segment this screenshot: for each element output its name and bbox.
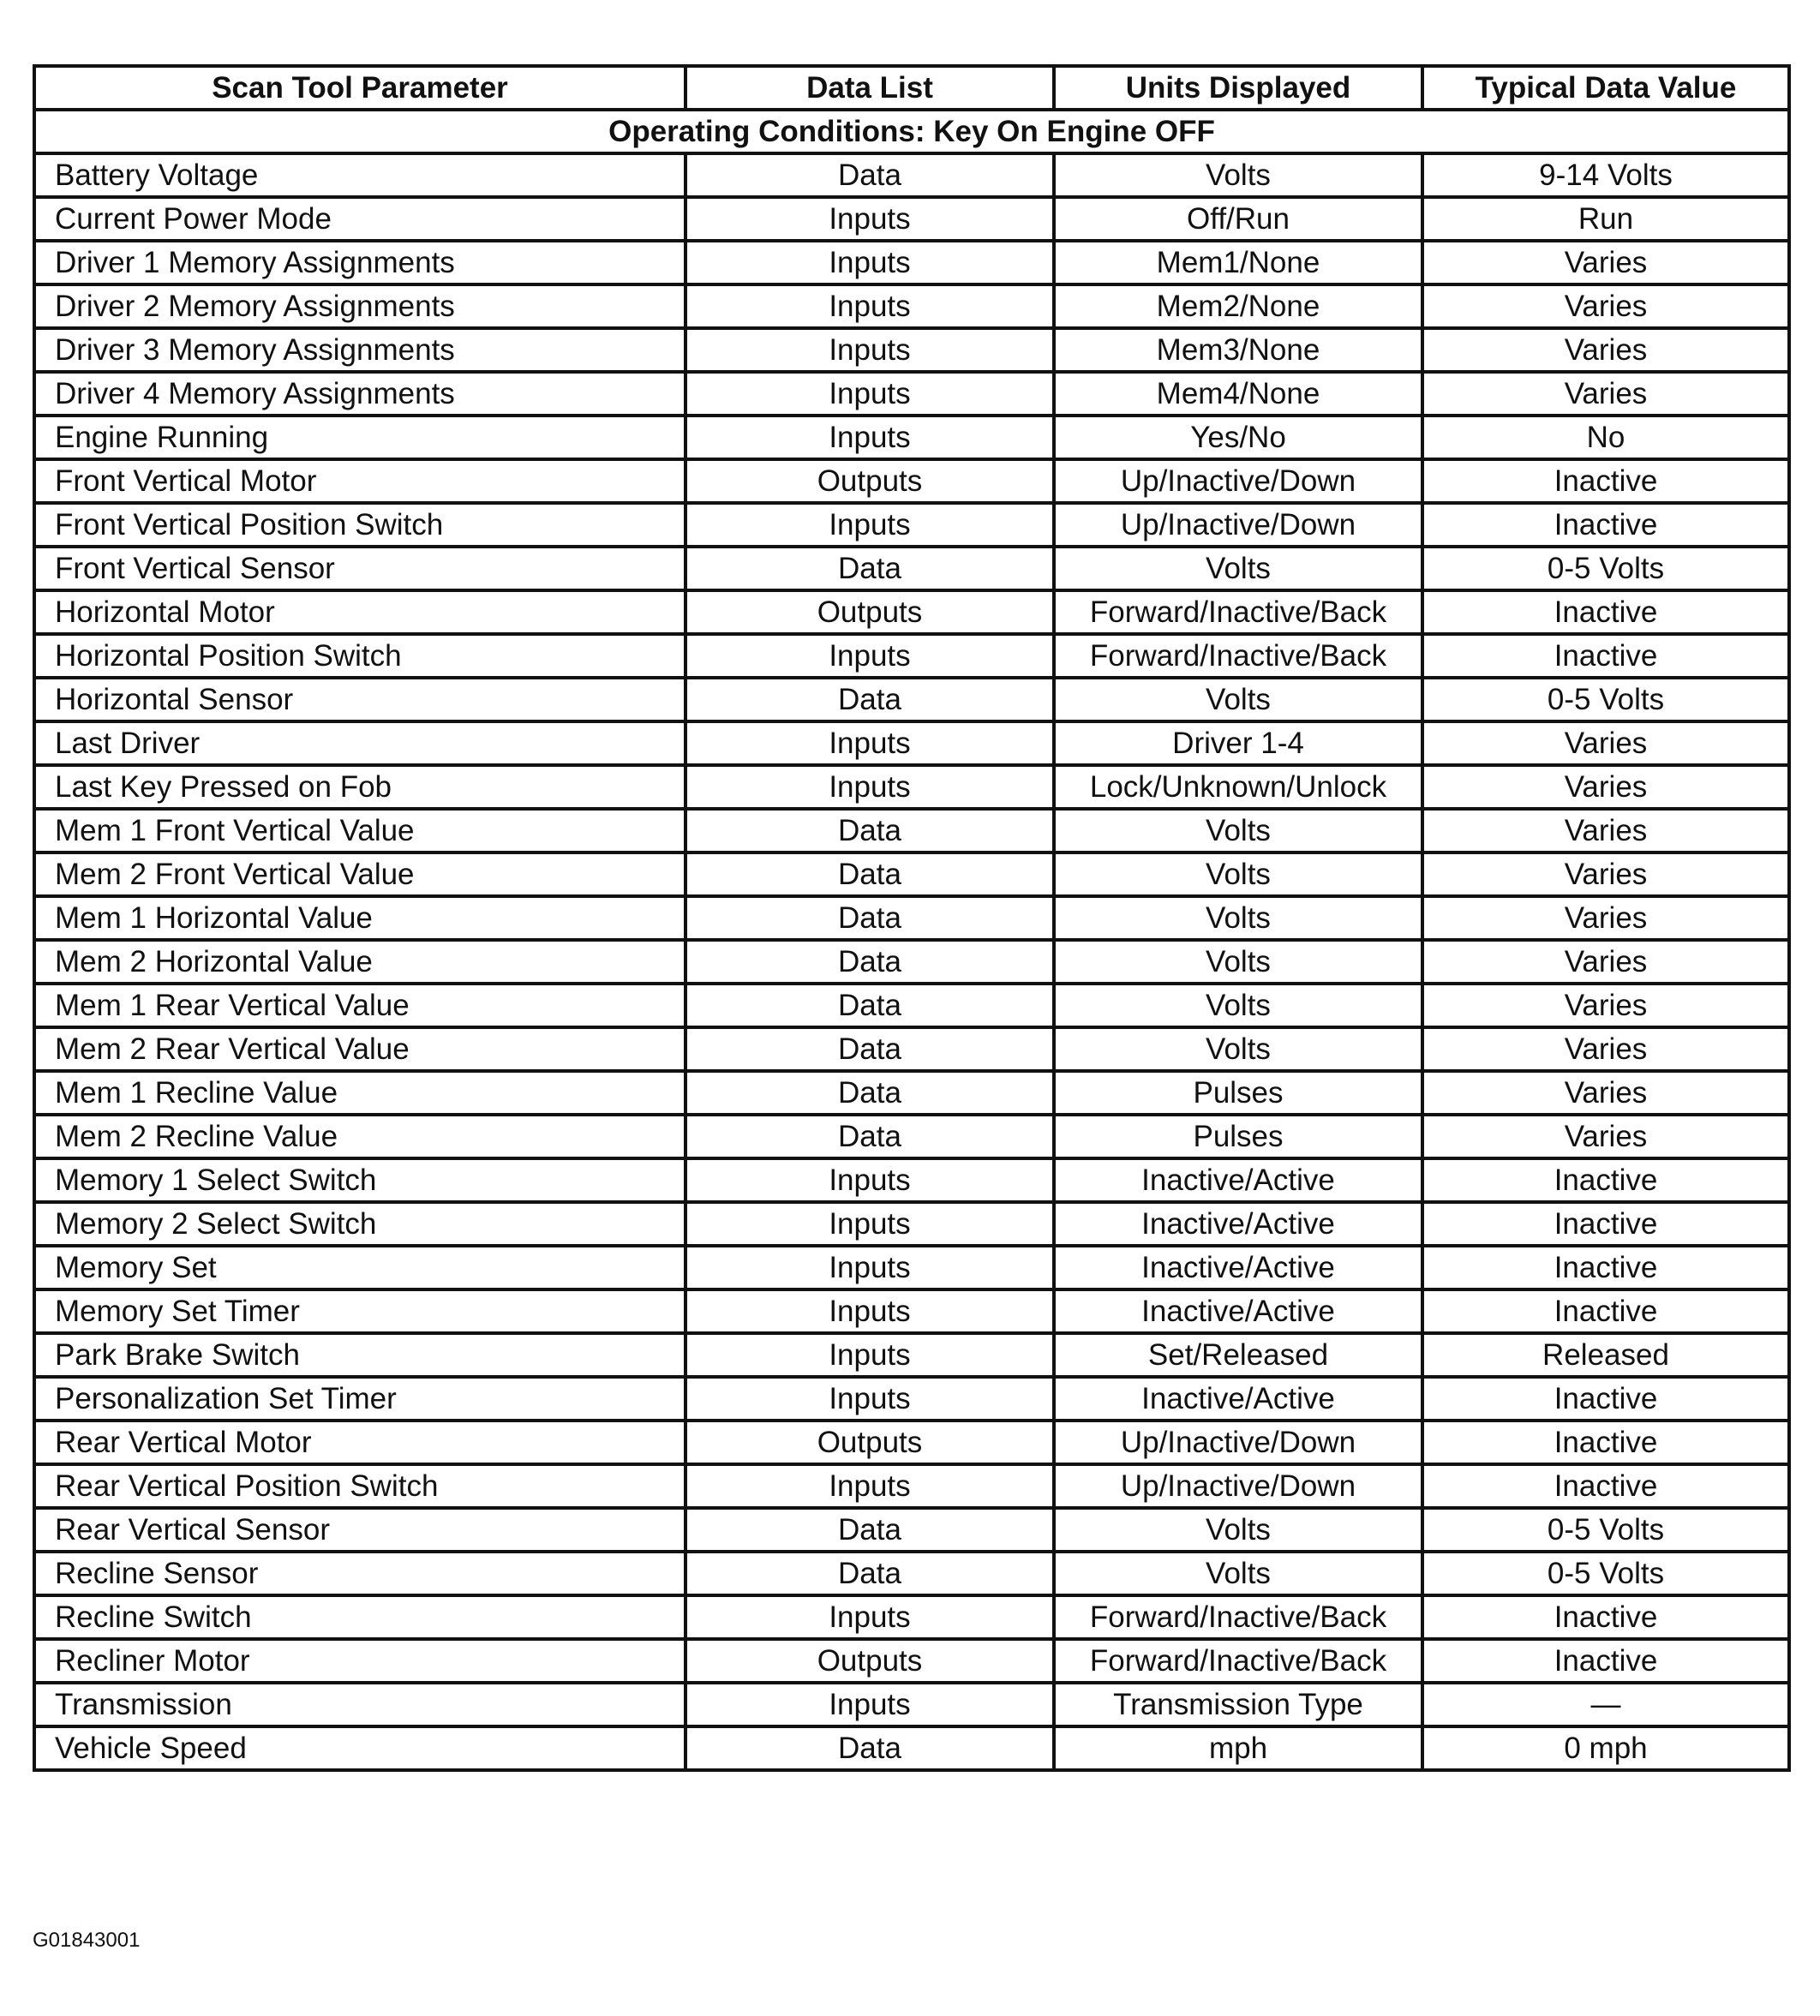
units-cell: Inactive/Active	[1054, 1377, 1422, 1421]
param-cell: Horizontal Position Switch	[34, 634, 685, 678]
table-row	[34, 284, 1789, 328]
data-list-cell: Data	[685, 153, 1054, 197]
table-row	[34, 721, 1789, 765]
table-row	[34, 765, 1789, 809]
param-cell: Rear Vertical Sensor	[34, 1508, 685, 1552]
param-cell: Mem 2 Horizontal Value	[34, 940, 685, 984]
typical-value-cell: Varies	[1422, 1071, 1789, 1115]
param-cell: Front Vertical Sensor	[34, 547, 685, 590]
units-cell: Up/Inactive/Down	[1054, 503, 1422, 547]
units-cell: Volts	[1054, 1552, 1422, 1595]
table-row	[34, 1071, 1789, 1115]
typical-value-cell: 0 mph	[1422, 1726, 1789, 1770]
param-cell: Horizontal Sensor	[34, 678, 685, 721]
typical-value-cell: 0-5 Volts	[1422, 1508, 1789, 1552]
typical-value-cell: Varies	[1422, 1115, 1789, 1158]
table-row	[34, 940, 1789, 984]
typical-value-cell: 9-14 Volts	[1422, 153, 1789, 197]
typical-value-cell: Varies	[1422, 328, 1789, 372]
units-cell: Driver 1-4	[1054, 721, 1422, 765]
table-row	[34, 547, 1789, 590]
units-cell: Volts	[1054, 1508, 1422, 1552]
typical-value-cell: 0-5 Volts	[1422, 1552, 1789, 1595]
typical-value-cell: No	[1422, 416, 1789, 459]
typical-value-cell: Released	[1422, 1333, 1789, 1377]
typical-value-cell: Inactive	[1422, 1639, 1789, 1683]
data-list-cell: Inputs	[685, 197, 1054, 241]
units-cell: Inactive/Active	[1054, 1158, 1422, 1202]
units-cell: Inactive/Active	[1054, 1246, 1422, 1289]
param-cell: Recline Sensor	[34, 1552, 685, 1595]
param-cell: Mem 1 Horizontal Value	[34, 896, 685, 940]
table-row	[34, 1683, 1789, 1726]
units-cell: Inactive/Active	[1054, 1289, 1422, 1333]
table-row	[34, 1289, 1789, 1333]
data-list-cell: Inputs	[685, 1202, 1054, 1246]
section-title: Operating Conditions: Key On Engine OFF	[34, 110, 1789, 153]
table-header-row	[34, 66, 1789, 110]
param-cell: Engine Running	[34, 416, 685, 459]
table-row	[34, 1421, 1789, 1464]
data-list-cell: Outputs	[685, 590, 1054, 634]
data-list-cell: Outputs	[685, 459, 1054, 503]
typical-value-cell: Inactive	[1422, 1421, 1789, 1464]
data-list-cell: Data	[685, 1115, 1054, 1158]
data-list-cell: Inputs	[685, 1246, 1054, 1289]
param-cell: Memory Set	[34, 1246, 685, 1289]
param-cell: Last Key Pressed on Fob	[34, 765, 685, 809]
table-row	[34, 1377, 1789, 1421]
param-cell: Front Vertical Motor	[34, 459, 685, 503]
units-cell: Up/Inactive/Down	[1054, 459, 1422, 503]
table-row	[34, 678, 1789, 721]
param-cell: Current Power Mode	[34, 197, 685, 241]
typical-value-cell: Inactive	[1422, 1464, 1789, 1508]
table-row	[34, 1158, 1789, 1202]
param-cell: Memory Set Timer	[34, 1289, 685, 1333]
param-cell: Mem 1 Front Vertical Value	[34, 809, 685, 852]
typical-value-cell: Varies	[1422, 1027, 1789, 1071]
data-list-cell: Data	[685, 1071, 1054, 1115]
table-row	[34, 416, 1789, 459]
typical-value-cell: Inactive	[1422, 634, 1789, 678]
typical-value-cell: Varies	[1422, 940, 1789, 984]
units-cell: Transmission Type	[1054, 1683, 1422, 1726]
typical-value-cell: Inactive	[1422, 1377, 1789, 1421]
typical-value-cell: Varies	[1422, 852, 1789, 896]
param-cell: Last Driver	[34, 721, 685, 765]
data-list-cell: Inputs	[685, 1683, 1054, 1726]
param-cell: Personalization Set Timer	[34, 1377, 685, 1421]
data-list-cell: Inputs	[685, 416, 1054, 459]
units-cell: Mem3/None	[1054, 328, 1422, 372]
table-row	[34, 1333, 1789, 1377]
typical-value-cell: 0-5 Volts	[1422, 678, 1789, 721]
data-list-cell: Inputs	[685, 1464, 1054, 1508]
data-list-cell: Inputs	[685, 284, 1054, 328]
table-row	[34, 1726, 1789, 1770]
data-list-cell: Inputs	[685, 1595, 1054, 1639]
units-cell: Mem1/None	[1054, 241, 1422, 284]
typical-value-cell: Varies	[1422, 284, 1789, 328]
typical-value-cell: Varies	[1422, 809, 1789, 852]
param-cell: Driver 4 Memory Assignments	[34, 372, 685, 416]
units-cell: Up/Inactive/Down	[1054, 1464, 1422, 1508]
data-list-cell: Inputs	[685, 1158, 1054, 1202]
typical-value-cell: Inactive	[1422, 1289, 1789, 1333]
table-row	[34, 1464, 1789, 1508]
param-cell: Mem 1 Recline Value	[34, 1071, 685, 1115]
param-cell: Rear Vertical Motor	[34, 1421, 685, 1464]
data-list-cell: Inputs	[685, 1377, 1054, 1421]
data-list-cell: Data	[685, 678, 1054, 721]
table-row	[34, 1639, 1789, 1683]
data-list-cell: Data	[685, 940, 1054, 984]
typical-value-cell: Inactive	[1422, 459, 1789, 503]
typical-value-cell: Varies	[1422, 896, 1789, 940]
typical-value-cell: Varies	[1422, 241, 1789, 284]
data-list-cell: Data	[685, 852, 1054, 896]
data-list-cell: Data	[685, 1508, 1054, 1552]
data-list-cell: Inputs	[685, 241, 1054, 284]
table-row	[34, 896, 1789, 940]
table-row	[34, 1202, 1789, 1246]
param-cell: Recline Switch	[34, 1595, 685, 1639]
typical-value-cell: Inactive	[1422, 503, 1789, 547]
param-cell: Horizontal Motor	[34, 590, 685, 634]
typical-value-cell: Inactive	[1422, 1595, 1789, 1639]
table-row	[34, 241, 1789, 284]
table-row	[34, 1027, 1789, 1071]
units-cell: Volts	[1054, 1027, 1422, 1071]
param-cell: Front Vertical Position Switch	[34, 503, 685, 547]
header-scan-tool-parameter: Scan Tool Parameter	[34, 66, 685, 110]
units-cell: Lock/Unknown/Unlock	[1054, 765, 1422, 809]
typical-value-cell: Varies	[1422, 765, 1789, 809]
typical-value-cell: —	[1422, 1683, 1789, 1726]
units-cell: Set/Released	[1054, 1333, 1422, 1377]
typical-value-cell: Run	[1422, 197, 1789, 241]
units-cell: Volts	[1054, 547, 1422, 590]
param-cell: Recliner Motor	[34, 1639, 685, 1683]
data-list-cell: Inputs	[685, 634, 1054, 678]
units-cell: Up/Inactive/Down	[1054, 1421, 1422, 1464]
typical-value-cell: 0-5 Volts	[1422, 547, 1789, 590]
param-cell: Transmission	[34, 1683, 685, 1726]
table-row	[34, 503, 1789, 547]
units-cell: Pulses	[1054, 1071, 1422, 1115]
table-row	[34, 197, 1789, 241]
data-list-cell: Data	[685, 984, 1054, 1027]
param-cell: Driver 2 Memory Assignments	[34, 284, 685, 328]
param-cell: Vehicle Speed	[34, 1726, 685, 1770]
param-cell: Rear Vertical Position Switch	[34, 1464, 685, 1508]
units-cell: Yes/No	[1054, 416, 1422, 459]
typical-value-cell: Varies	[1422, 372, 1789, 416]
header-data-list: Data List	[685, 66, 1054, 110]
typical-value-cell: Inactive	[1422, 1246, 1789, 1289]
data-list-cell: Data	[685, 896, 1054, 940]
typical-value-cell: Inactive	[1422, 1158, 1789, 1202]
table-row	[34, 634, 1789, 678]
units-cell: Volts	[1054, 809, 1422, 852]
data-list-cell: Inputs	[685, 765, 1054, 809]
param-cell: Park Brake Switch	[34, 1333, 685, 1377]
units-cell: Volts	[1054, 153, 1422, 197]
param-cell: Memory 2 Select Switch	[34, 1202, 685, 1246]
table-body	[34, 110, 1789, 1770]
units-cell: Forward/Inactive/Back	[1054, 634, 1422, 678]
table-row	[34, 1115, 1789, 1158]
param-cell: Mem 2 Front Vertical Value	[34, 852, 685, 896]
header-typical-data-value: Typical Data Value	[1422, 66, 1789, 110]
header-units-displayed: Units Displayed	[1054, 66, 1422, 110]
units-cell: Inactive/Active	[1054, 1202, 1422, 1246]
table-row	[34, 153, 1789, 197]
table-row	[34, 1552, 1789, 1595]
table-row	[34, 1508, 1789, 1552]
units-cell: Volts	[1054, 896, 1422, 940]
table-row	[34, 1246, 1789, 1289]
typical-value-cell: Varies	[1422, 984, 1789, 1027]
param-cell: Mem 1 Rear Vertical Value	[34, 984, 685, 1027]
data-list-cell: Data	[685, 809, 1054, 852]
units-cell: Volts	[1054, 940, 1422, 984]
data-list-cell: Inputs	[685, 721, 1054, 765]
data-list-cell: Data	[685, 1552, 1054, 1595]
units-cell: mph	[1054, 1726, 1422, 1770]
table-row	[34, 372, 1789, 416]
data-list-cell: Outputs	[685, 1639, 1054, 1683]
param-cell: Mem 2 Rear Vertical Value	[34, 1027, 685, 1071]
units-cell: Off/Run	[1054, 197, 1422, 241]
param-cell: Battery Voltage	[34, 153, 685, 197]
table-row	[34, 984, 1789, 1027]
units-cell: Volts	[1054, 984, 1422, 1027]
units-cell: Volts	[1054, 678, 1422, 721]
data-list-cell: Inputs	[685, 372, 1054, 416]
section-row	[34, 110, 1789, 153]
units-cell: Pulses	[1054, 1115, 1422, 1158]
units-cell: Forward/Inactive/Back	[1054, 1595, 1422, 1639]
units-cell: Forward/Inactive/Back	[1054, 590, 1422, 634]
units-cell: Forward/Inactive/Back	[1054, 1639, 1422, 1683]
table-row	[34, 809, 1789, 852]
units-cell: Mem2/None	[1054, 284, 1422, 328]
param-cell: Memory 1 Select Switch	[34, 1158, 685, 1202]
typical-value-cell: Varies	[1422, 721, 1789, 765]
data-list-cell: Data	[685, 1726, 1054, 1770]
figure-id: G01843001	[33, 1929, 141, 1952]
typical-value-cell: Inactive	[1422, 1202, 1789, 1246]
table-row	[34, 459, 1789, 503]
data-list-cell: Inputs	[685, 328, 1054, 372]
param-cell: Mem 2 Recline Value	[34, 1115, 685, 1158]
table-row	[34, 852, 1789, 896]
units-cell: Volts	[1054, 852, 1422, 896]
table-row	[34, 590, 1789, 634]
units-cell: Mem4/None	[1054, 372, 1422, 416]
param-cell: Driver 1 Memory Assignments	[34, 241, 685, 284]
typical-value-cell: Inactive	[1422, 590, 1789, 634]
table-row	[34, 328, 1789, 372]
scan-tool-data-table	[33, 64, 1791, 1772]
data-list-cell: Inputs	[685, 1333, 1054, 1377]
table-row	[34, 1595, 1789, 1639]
data-list-cell: Inputs	[685, 1289, 1054, 1333]
data-list-cell: Data	[685, 1027, 1054, 1071]
data-list-cell: Inputs	[685, 503, 1054, 547]
param-cell: Driver 3 Memory Assignments	[34, 328, 685, 372]
data-list-cell: Outputs	[685, 1421, 1054, 1464]
data-list-cell: Data	[685, 547, 1054, 590]
